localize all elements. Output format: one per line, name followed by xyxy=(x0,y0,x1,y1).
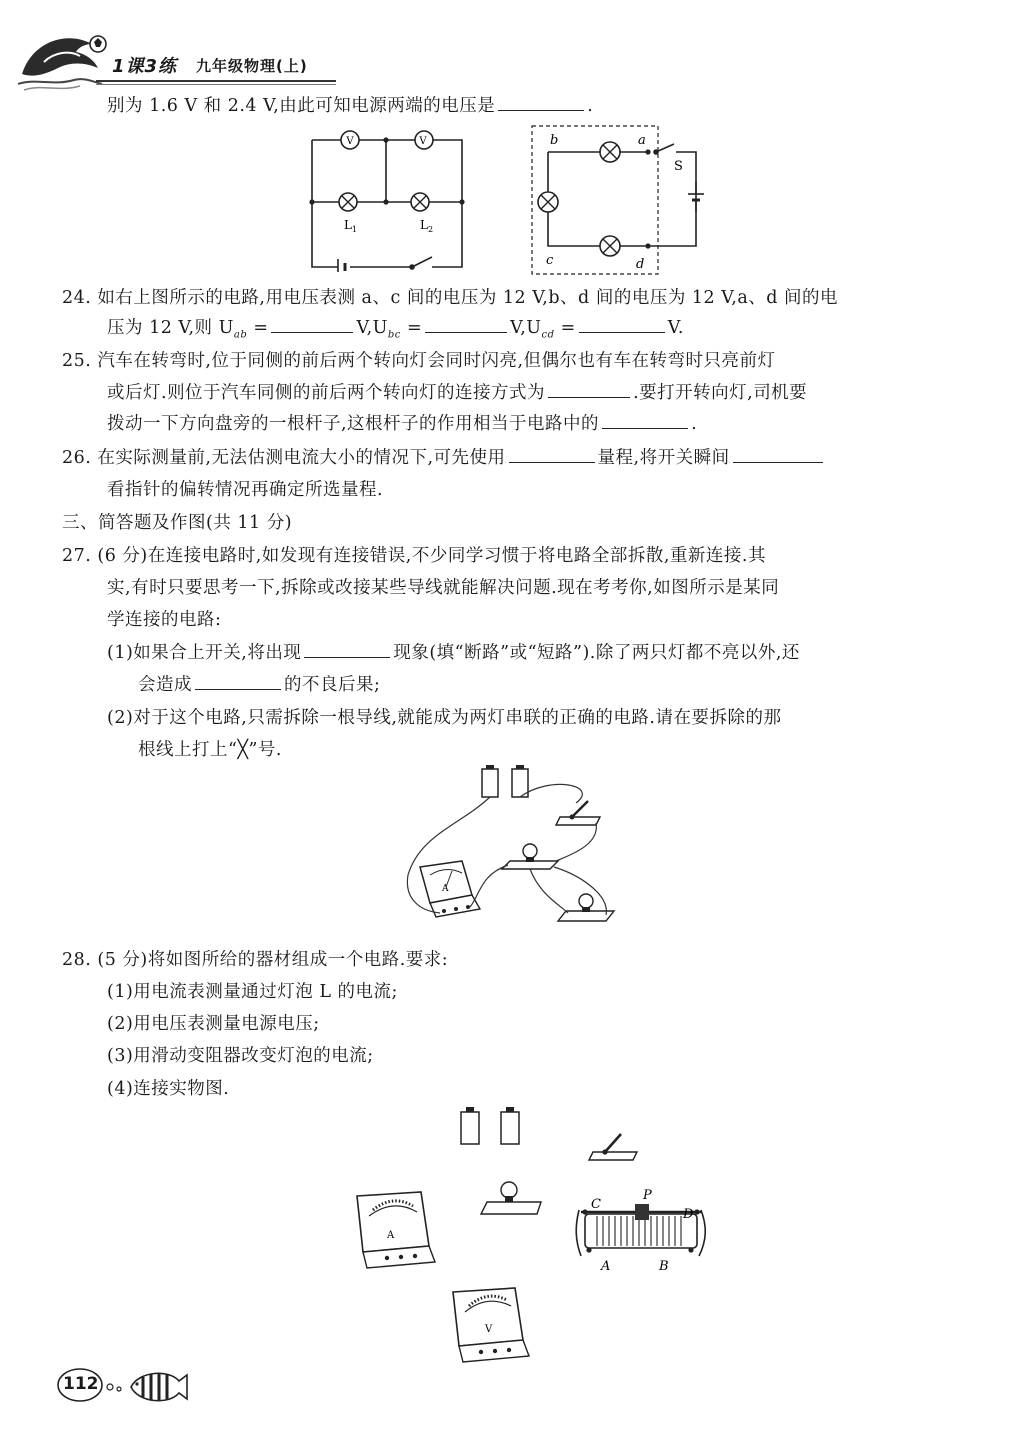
q24-line2: 压为 12 V,则 $U_{ab} = V,U_{bc} = V,U_{cd} = V$. xyxy=(107,315,684,349)
q27-line3: 学连接的电路: xyxy=(107,610,222,630)
q27-part1-cont: 会造成 的不良后果; xyxy=(138,672,380,698)
svg-text:D: D xyxy=(683,1207,694,1222)
answer-blank-range[interactable] xyxy=(509,445,595,463)
rheostat-icon xyxy=(576,1188,705,1274)
lamp-l2-icon xyxy=(411,193,429,211)
q27-part2: (2)对于这个电路,只需拆除一根导线,就能成为两灯串联的正确的电路.请在要拆除的那 xyxy=(107,708,782,728)
label-d: d xyxy=(636,257,645,272)
header xyxy=(0,0,1015,100)
q25-line3: 拨动一下方向盘旁的一根杆子,这根杆子的作用相当于电路中的 . xyxy=(107,411,697,437)
answer-blank-ubc[interactable] xyxy=(425,315,507,333)
lamp-top-icon xyxy=(600,142,620,162)
q28-line1: 28. (5 分)将如图所给的器材组成一个电路.要求: xyxy=(62,950,449,970)
switch-s-icon xyxy=(654,144,674,154)
battery-cells-icon xyxy=(482,765,528,797)
section3-title: 三、简答题及作图(共 11 分) xyxy=(62,513,293,533)
q27-part1: (1)如果合上开关,将出现 现象(填“断路”或“短路”).除了两只灯都不亮以外,还 xyxy=(107,640,800,666)
header-rule xyxy=(96,80,336,82)
intro-line xyxy=(107,93,593,119)
label-a: a xyxy=(638,133,646,148)
q28-components-figure xyxy=(345,1100,715,1365)
answer-blank-component[interactable] xyxy=(602,411,688,429)
svg-text:V: V xyxy=(485,1324,493,1335)
lamp-bottom-icon xyxy=(600,236,620,256)
knife-switch-icon xyxy=(556,801,600,825)
fish-icon xyxy=(105,1367,190,1407)
ammeter-icon xyxy=(357,1192,435,1268)
intro-text: 别为 1.6 V 和 2.4 V,由此可知电源两端的电压是 xyxy=(107,96,496,116)
lamp-holder-1-icon xyxy=(502,844,558,869)
svg-text:A: A xyxy=(601,1259,611,1274)
q28-req3: (3)用滑动变阻器改变灯泡的电流; xyxy=(107,1046,374,1066)
svg-text:B: B xyxy=(659,1259,669,1274)
answer-blank-ucd[interactable] xyxy=(579,315,665,333)
svg-text:A: A xyxy=(442,884,449,894)
header-rule-thin xyxy=(96,84,336,85)
label-s: S xyxy=(674,159,683,174)
battery-cells-icon xyxy=(461,1107,519,1144)
label-b: b xyxy=(550,133,559,148)
answer-blank-action[interactable] xyxy=(733,445,823,463)
lamp-left-icon xyxy=(538,192,558,212)
ammeter-icon xyxy=(420,861,480,917)
lamp-holder-icon xyxy=(481,1182,541,1214)
q27-line2: 实,有时只要思考一下,拆除或改接某些导线就能解决问题.现在考考你,如图所示是某同 xyxy=(107,578,780,598)
header-title: 九年级物理(上) xyxy=(196,57,308,75)
q24-line1: 24. 如右上图所示的电路,用电压表测 a、c 间的电压为 12 V,b、d 间的电压为 12 V,a、d 间的电 xyxy=(62,288,839,308)
label-l1: L xyxy=(344,218,352,232)
svg-text:C: C xyxy=(591,1197,601,1212)
label-l2: L xyxy=(420,218,428,232)
svg-text:V: V xyxy=(346,136,354,147)
answer-blank-uab[interactable] xyxy=(271,315,353,333)
battery-icon xyxy=(338,259,345,272)
circuit-figure-right xyxy=(528,122,718,278)
lamp-l1-icon xyxy=(339,193,357,211)
q27-line1: 27. (6 分)在连接电路时,如发现有连接错误,不少同学习惯于将电路全部拆散,重新连接.其 xyxy=(62,546,766,566)
knife-switch-icon xyxy=(589,1134,637,1160)
intro-end: . xyxy=(587,96,594,116)
page-number: 112 xyxy=(63,1374,99,1394)
q27-part2-cont: 根线上打上“╳”号. xyxy=(138,740,282,760)
footer xyxy=(55,1365,195,1415)
svg-text:2: 2 xyxy=(428,225,434,234)
voltmeter-v1 xyxy=(341,131,359,149)
q25-line2: 或后灯.则位于汽车同侧的前后两个转向灯的连接方式为 .要打开转向灯,司机要 xyxy=(107,380,807,406)
switch-icon xyxy=(410,257,432,269)
svg-text:V: V xyxy=(419,136,427,147)
svg-text:P: P xyxy=(643,1188,652,1203)
answer-blank-fault[interactable] xyxy=(304,640,390,658)
answer-blank[interactable] xyxy=(498,93,584,111)
q28-req4: (4)连接实物图. xyxy=(107,1079,230,1099)
q25-line1: 25. 汽车在转弯时,位于同侧的前后两个转向灯会同时闪亮,但偶尔也有车在转弯时只亮前灯 xyxy=(62,351,776,371)
svg-text:A: A xyxy=(387,1230,395,1241)
brand-mark: 1课3练 xyxy=(112,56,178,77)
answer-blank-connection[interactable] xyxy=(548,380,630,398)
q28-req2: (2)用电压表测量电源电压; xyxy=(107,1014,320,1034)
q26-line2: 看指针的偏转情况再确定所选量程. xyxy=(107,480,384,500)
label-c: c xyxy=(546,253,554,268)
circuit-figure-left xyxy=(300,122,475,272)
ball-icon xyxy=(88,34,108,54)
answer-blank-consequence[interactable] xyxy=(195,672,281,690)
q26-line1: 26. 在实际测量前,无法估测电流大小的情况下,可先使用 量程,将开关瞬间 xyxy=(62,445,826,471)
svg-text:1: 1 xyxy=(352,225,358,234)
voltmeter-v2 xyxy=(415,131,433,149)
q27-circuit-figure xyxy=(400,765,630,940)
voltmeter-icon xyxy=(453,1288,529,1362)
q28-req1: (1)用电流表测量通过灯泡 L 的电流; xyxy=(107,982,398,1002)
